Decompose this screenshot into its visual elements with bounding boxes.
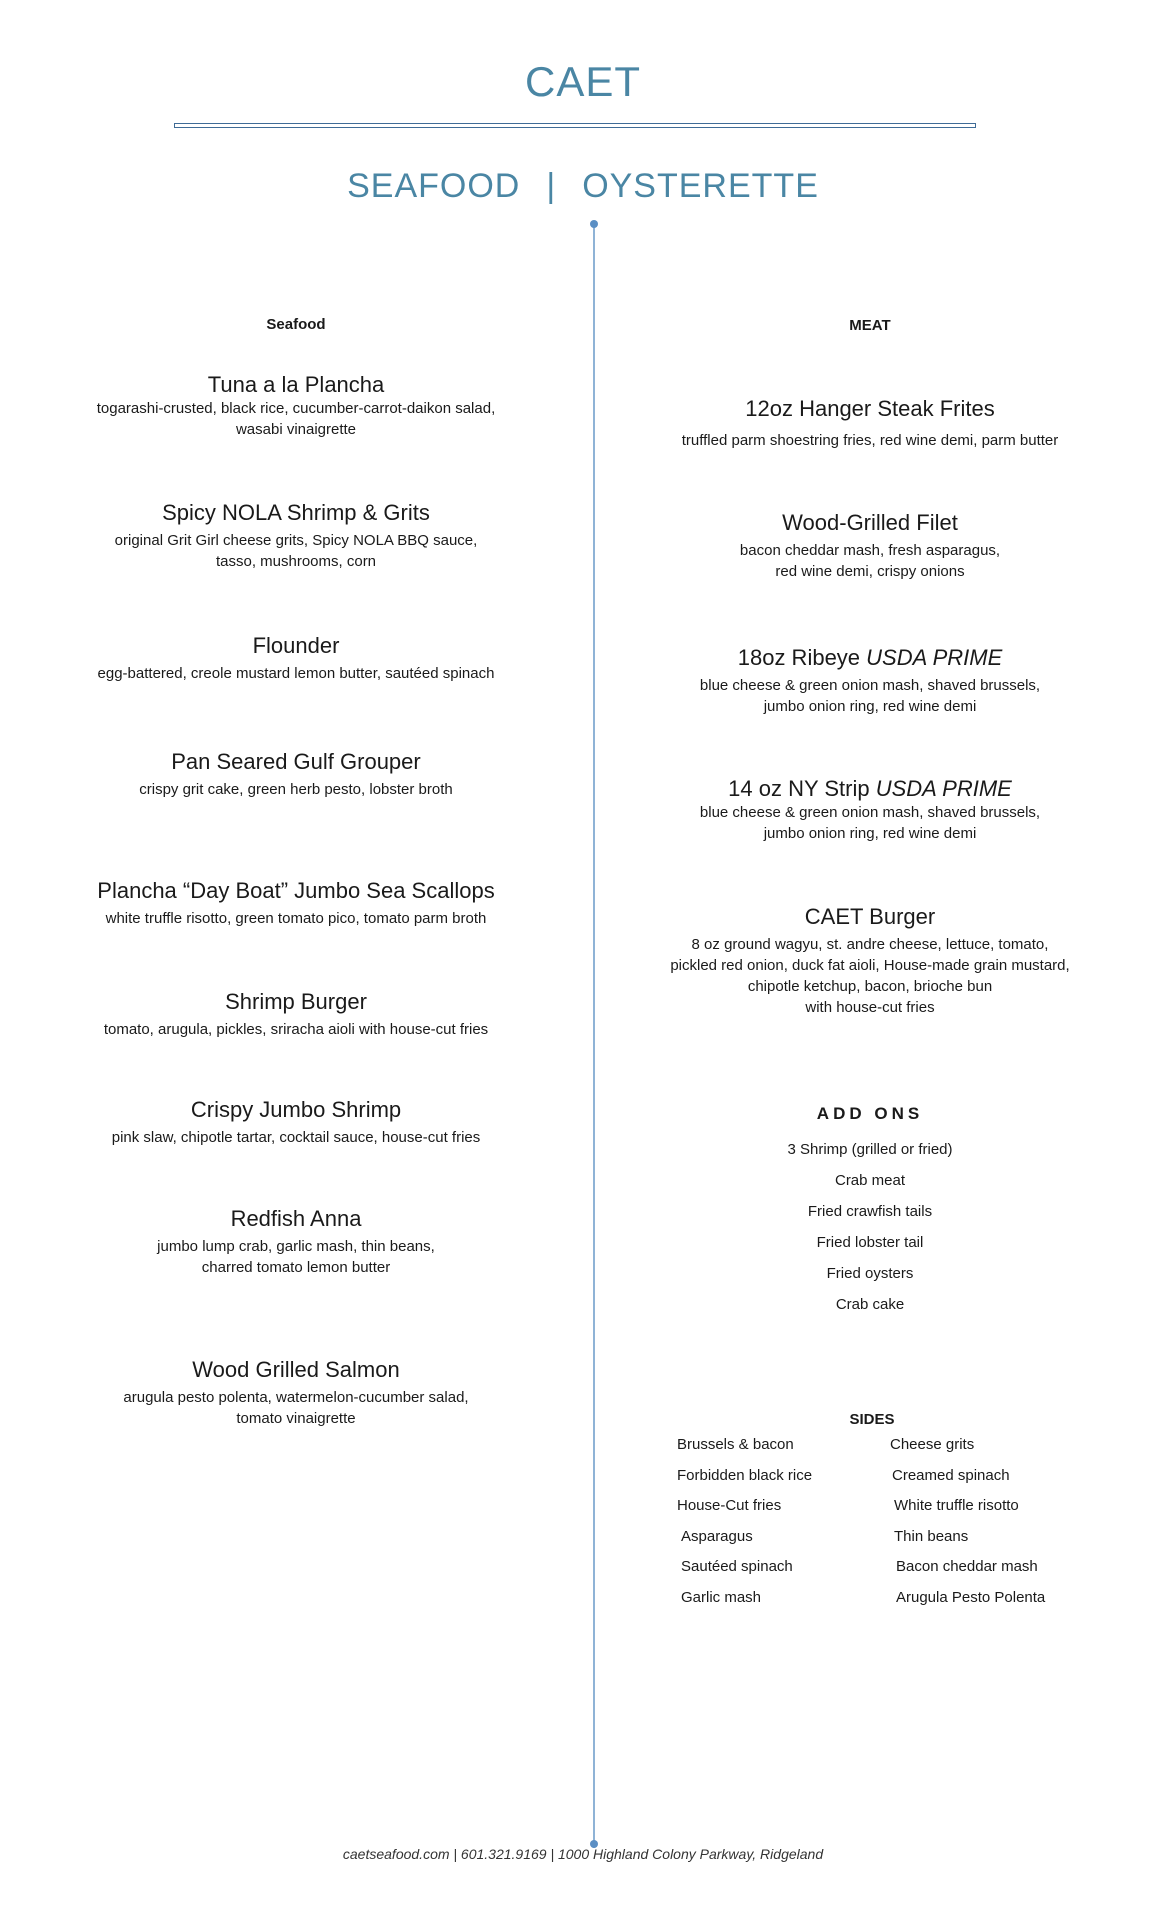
- menu-item-desc: arugula pesto polenta, watermelon-cucumber salad,: [123, 1389, 469, 1406]
- restaurant-subtitle: [0, 167, 1166, 206]
- menu-item: [640, 904, 1100, 1018]
- menu-item-desc: pink slaw, chipotle tartar, cocktail sauce, house-cut fries: [111, 1129, 481, 1146]
- menu-item: [66, 500, 526, 572]
- usda-prime-label: USDA PRIME: [875, 776, 1012, 801]
- menu-item: [640, 645, 1100, 717]
- side-item: Sautéed spinach: [681, 1558, 793, 1575]
- menu-item: [66, 989, 526, 1040]
- menu-item-name: Shrimp Burger: [225, 989, 367, 1014]
- menu-item: [66, 633, 526, 684]
- header-rule: [174, 123, 976, 128]
- menu-item-desc: tomato, arugula, pickles, sriracha aioli with house-cut fries: [103, 1021, 489, 1038]
- menu-item: [66, 372, 526, 440]
- menu-item: [66, 1206, 526, 1278]
- menu-item-desc: blue cheese & green onion mash, shaved brussels,: [699, 677, 1041, 694]
- menu-item-desc: togarashi-crusted, black rice, cucumber-carrot-daikon salad,: [96, 400, 496, 417]
- menu-item-name-text: 14 oz NY Strip: [728, 776, 876, 801]
- side-item: Creamed spinach: [892, 1466, 1010, 1484]
- menu-item-desc: tasso, mushrooms, corn: [215, 553, 377, 570]
- side-item: Arugula Pesto Polenta: [896, 1588, 1046, 1606]
- menu-item-name: 12oz Hanger Steak Frites: [745, 396, 995, 421]
- menu-item-name: Plancha “Day Boat” Jumbo Sea Scallops: [97, 878, 495, 903]
- side-item: Brussels & bacon: [677, 1436, 794, 1453]
- menu-item-name: Wood-Grilled Filet: [782, 510, 958, 535]
- menu-item-desc: charred tomato lemon butter: [201, 1259, 391, 1276]
- side-item: Asparagus: [681, 1527, 753, 1545]
- subtitle-right: OYSTERETTE: [582, 167, 819, 205]
- menu-item-desc: chipotle ketchup, bacon, brioche bun: [747, 978, 993, 995]
- menu-item-desc: jumbo onion ring, red wine demi: [763, 825, 977, 842]
- menu-item-desc: tomato vinaigrette: [236, 1410, 356, 1427]
- sides-heading: SIDES: [849, 1411, 895, 1428]
- menu-item-name: Spicy NOLA Shrimp & Grits: [162, 500, 430, 525]
- menu-item-desc: egg-battered, creole mustard lemon butter, sautéed spinach: [97, 665, 495, 682]
- menu-item-desc: jumbo lump crab, garlic mash, thin beans,: [157, 1238, 435, 1255]
- menu-item-name-text: 18oz Ribeye: [737, 645, 867, 670]
- menu-item-desc: wasabi vinaigrette: [235, 421, 357, 438]
- side-item: Forbidden black rice: [677, 1466, 813, 1484]
- side-item: Thin beans: [894, 1527, 969, 1545]
- menu-item: [640, 510, 1100, 582]
- menu-item-desc: 8 oz ground wagyu, st. andre cheese, lettuce, tomato,: [691, 936, 1049, 953]
- side-item: White truffle risotto: [894, 1497, 1019, 1514]
- menu-item-name: CAET Burger: [804, 904, 936, 929]
- side-item: House-Cut fries: [677, 1497, 782, 1514]
- menu-item: [66, 878, 526, 929]
- menu-item-desc: bacon cheddar mash, fresh asparagus,: [739, 542, 1001, 559]
- footer-contact: caetseafood.com | 601.321.9169 | 1000 Highland Colony Parkway, Ridgeland: [342, 1846, 824, 1862]
- menu-item-desc: blue cheese & green onion mash, shaved brussels,: [699, 804, 1041, 821]
- menu-item-name: Tuna a la Plancha: [207, 372, 385, 397]
- addons-heading: ADD ONS: [816, 1104, 924, 1123]
- menu-item: [66, 1357, 526, 1429]
- menu-item-name: Wood Grilled Salmon: [192, 1357, 400, 1382]
- addons-list: [640, 1134, 1100, 1320]
- subtitle-left: SEAFOOD: [347, 167, 521, 205]
- addon-item: Fried crawfish tails: [807, 1203, 933, 1220]
- center-divider: [593, 224, 595, 1848]
- side-item: Garlic mash: [681, 1588, 762, 1606]
- addon-item: Fried lobster tail: [816, 1234, 924, 1251]
- seafood-heading: Seafood: [266, 316, 326, 333]
- sides-right-column: [890, 1430, 1045, 1613]
- menu-item: [66, 1097, 526, 1148]
- side-item: Bacon cheddar mash: [896, 1558, 1038, 1575]
- menu-item-desc: original Grit Girl cheese grits, Spicy NOLA BBQ sauce,: [114, 532, 478, 549]
- addon-item: 3 Shrimp (grilled or fried): [787, 1141, 953, 1158]
- sides-left-column: [677, 1430, 812, 1613]
- menu-item: [640, 396, 1100, 451]
- menu-item-desc: jumbo onion ring, red wine demi: [763, 698, 977, 715]
- menu-item-name: Redfish Anna: [230, 1206, 362, 1231]
- menu-item-desc: white truffle risotto, green tomato pico, tomato parm broth: [105, 910, 487, 927]
- menu-item-desc: pickled red onion, duck fat aioli, House-made grain mustard,: [670, 957, 1070, 974]
- menu-item-name: Crispy Jumbo Shrimp: [190, 1097, 402, 1122]
- divider-top-dot: [590, 220, 598, 228]
- menu-item-desc: with house-cut fries: [805, 999, 935, 1016]
- menu-item-desc: red wine demi, crispy onions: [775, 563, 965, 580]
- meat-heading: MEAT: [849, 317, 891, 334]
- menu-item-name: Flounder: [252, 633, 340, 658]
- menu-item-name: [640, 776, 1100, 802]
- menu-item-desc: truffled parm shoestring fries, red wine demi, parm butter: [681, 432, 1059, 449]
- addon-item: Fried oysters: [826, 1265, 914, 1282]
- subtitle-separator: |: [546, 167, 557, 205]
- menu-item: [66, 749, 526, 800]
- addon-item: Crab cake: [835, 1296, 905, 1313]
- addon-item: Crab meat: [834, 1172, 906, 1189]
- menu-item-name: Pan Seared Gulf Grouper: [171, 749, 421, 774]
- side-item: Cheese grits: [890, 1436, 975, 1453]
- menu-item-name: [640, 645, 1100, 671]
- menu-item-desc: crispy grit cake, green herb pesto, lobster broth: [139, 781, 453, 798]
- menu-item: [640, 776, 1100, 844]
- restaurant-title: CAET: [524, 58, 641, 105]
- usda-prime-label: USDA PRIME: [866, 645, 1003, 670]
